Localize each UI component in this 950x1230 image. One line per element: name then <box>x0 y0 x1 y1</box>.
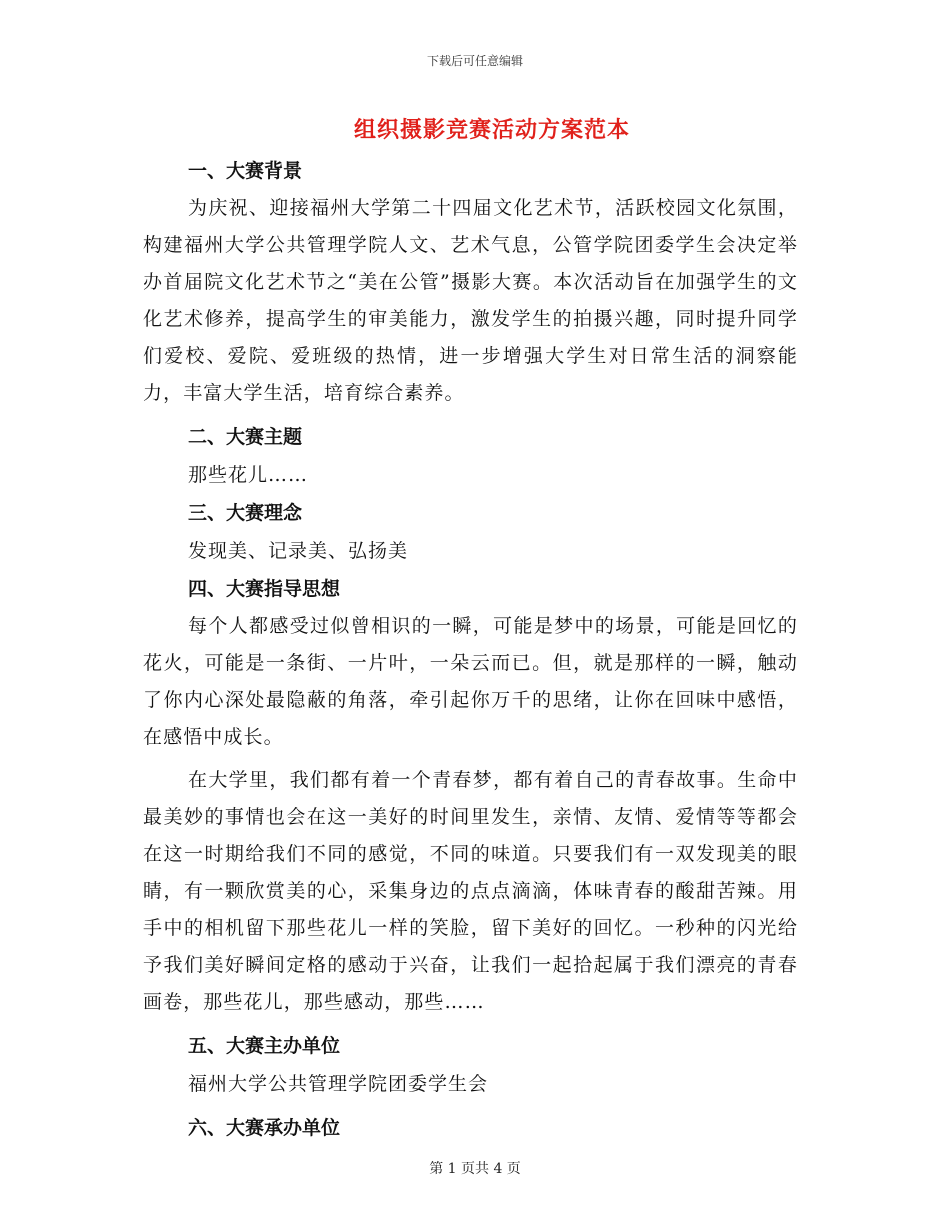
section-heading-host: 六、大赛承办单位 <box>188 1117 341 1139</box>
section-paragraph-guiding-idea-2: 在大学里，我们都有着一个青春梦，都有着自己的青春故事。生命中最美妙的事情也会在这一美好的时间里发生，亲情、友情、爱情等等都会在这一时期给我们不同的感觉，不同的味道。只要我们有一双发现美的眼睛，有一颗欣赏美的心，采集身边的点点滴滴，体味青春的酸甜苦辣。用手中的相机留下那些花儿一样的笑脸，留下美好的回忆。一秒种的闪光给予我们美好瞬间定格的感动于兴奋，让我们一起拾起属于我们漂亮的青春画卷，那些花儿，那些感动，那些…… <box>143 769 798 1013</box>
section-line-concept: 发现美、记录美、弘扬美 <box>188 540 409 562</box>
document-title: 组织摄影竞赛活动方案范本 <box>353 117 630 143</box>
section-heading-background: 一、大赛背景 <box>188 160 303 182</box>
document-body <box>143 152 798 1147</box>
section-line-theme: 那些花儿…… <box>188 464 309 486</box>
section-paragraph-background: 为庆祝、迎接福州大学第二十四届文化艺术节，活跃校园文化氛围，构建福州大学公共管理学院人文、艺术气息，公管学院团委学生会决定举办首届院文化艺术节之“美在公管”摄影大赛。本次活动旨在加强学生的文化艺术修养，提高学生的审美能力，激发学生的拍摄兴趣，同时提升同学们爱校、爱院、爱班级的热情，进一步增强大学生对日常生活的洞察能力，丰富大学生活，培育综合素养。 <box>143 197 798 404</box>
section-heading-guiding-idea: 四、大赛指导思想 <box>188 578 341 600</box>
section-line-organizer: 福州大学公共管理学院团委学生会 <box>188 1073 489 1095</box>
section-heading-theme: 二、大赛主题 <box>188 426 303 448</box>
page-header: 下载后可任意编辑 <box>426 54 523 68</box>
section-paragraph-guiding-idea-1: 每个人都感受过似曾相识的一瞬，可能是梦中的场景，可能是回忆的花火，可能是一条街、一片叶，一朵云而已。但，就是那样的一瞬，触动了你内心深处最隐蔽的角落，牵引起你万千的思绪，让你在回味中感悟，在感悟中成长。 <box>143 615 798 748</box>
page-footer: 第 1 页共 4 页 <box>429 1161 521 1177</box>
section-heading-organizer: 五、大赛主办单位 <box>188 1035 341 1057</box>
section-heading-concept: 三、大赛理念 <box>188 502 303 524</box>
